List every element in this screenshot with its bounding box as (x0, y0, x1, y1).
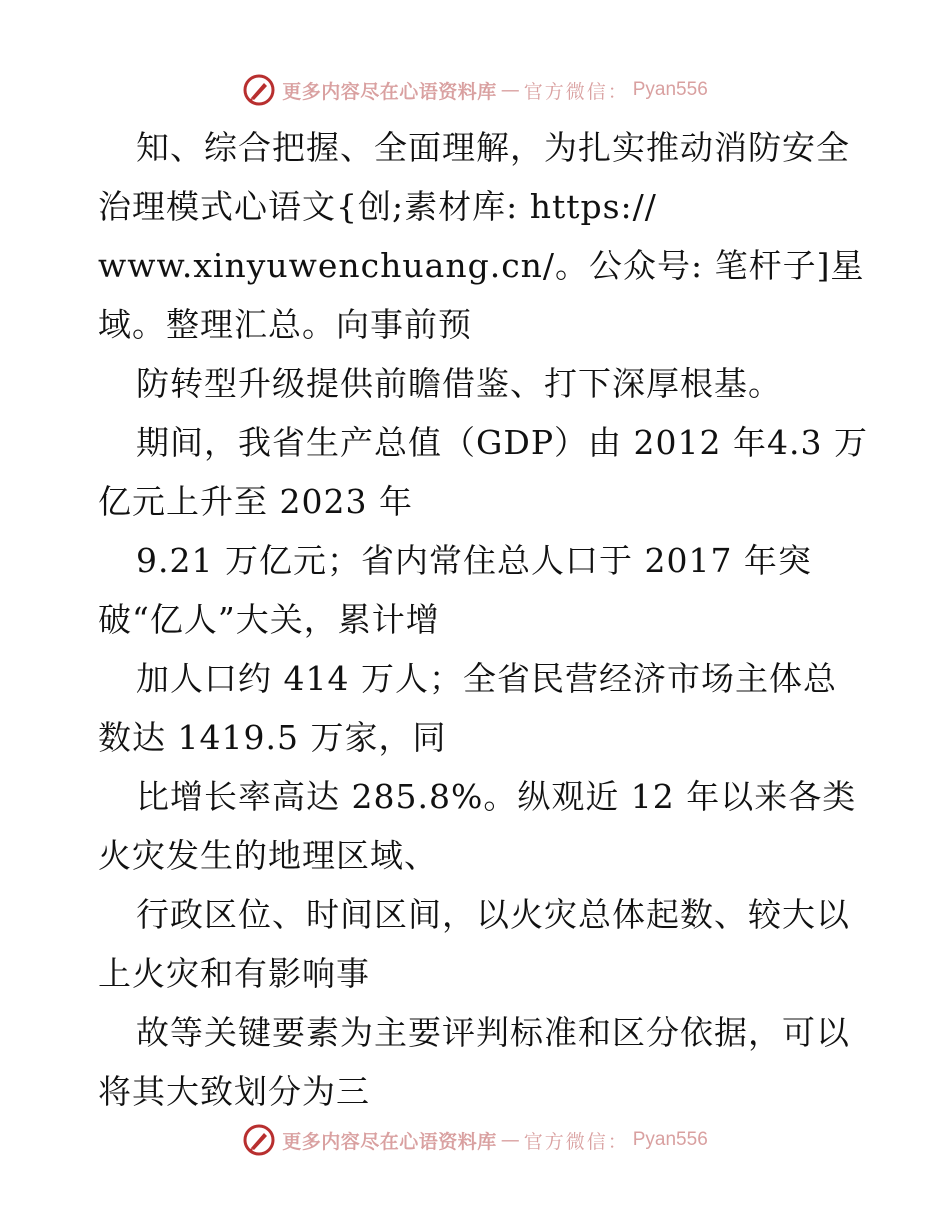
text-line: 上火灾和有影响事 (98, 954, 370, 993)
watermark-official-label: 官方微信： (523, 1130, 629, 1153)
document-body (98, 118, 868, 1121)
text-line: 数达 1419.5 万家，同 (98, 718, 447, 757)
pen-logo-icon (242, 1123, 276, 1157)
text-line: 域。整理汇总。向事前预 (98, 305, 472, 344)
pen-logo-icon (242, 73, 276, 107)
watermark-separator: — (500, 79, 520, 101)
text-line: 治理模式心语文{创;素材库: https:// (98, 187, 657, 226)
text-line: www.xinyuwenchuang.cn/。公众号: 笔杆子]星 (98, 246, 865, 285)
header-watermark (0, 70, 950, 110)
text-line: 破“亿人”大关，累计增 (98, 600, 440, 639)
text-line: 将其大致划分为三 (98, 1072, 370, 1111)
watermark-separator: — (500, 1129, 520, 1151)
watermark-account: Pyan556 (632, 79, 708, 100)
text-line: 亿元上升至 2023 年 (98, 482, 413, 521)
text-line: 防转型升级提供前瞻借鉴、打下深厚根基。 (136, 364, 782, 403)
text-line: 知、综合把握、全面理解，为扎实推动消防安全 (136, 128, 850, 167)
footer-watermark (0, 1120, 950, 1160)
text-line: 比增长率高达 285.8%。纵观近 12 年以来各类 (136, 777, 857, 816)
watermark-account: Pyan556 (632, 1129, 708, 1150)
watermark-text: 更多内容尽在心语资料库 (282, 80, 497, 103)
text-line: 加人口约 414 万人；全省民营经济市场主体总 (136, 659, 837, 698)
text-line: 9.21 万亿元；省内常住总人口于 2017 年突 (136, 541, 812, 580)
watermark-official-label: 官方微信： (523, 80, 629, 103)
text-line: 行政区位、时间区间，以火灾总体起数、较大以 (136, 895, 850, 934)
text-line: 火灾发生的地理区域、 (98, 836, 438, 875)
watermark-text: 更多内容尽在心语资料库 (282, 1130, 497, 1153)
text-line: 故等关键要素为主要评判标准和区分依据，可以 (136, 1013, 850, 1052)
text-line: 期间，我省生产总值（GDP）由 2012 年4.3 万 (136, 423, 868, 462)
